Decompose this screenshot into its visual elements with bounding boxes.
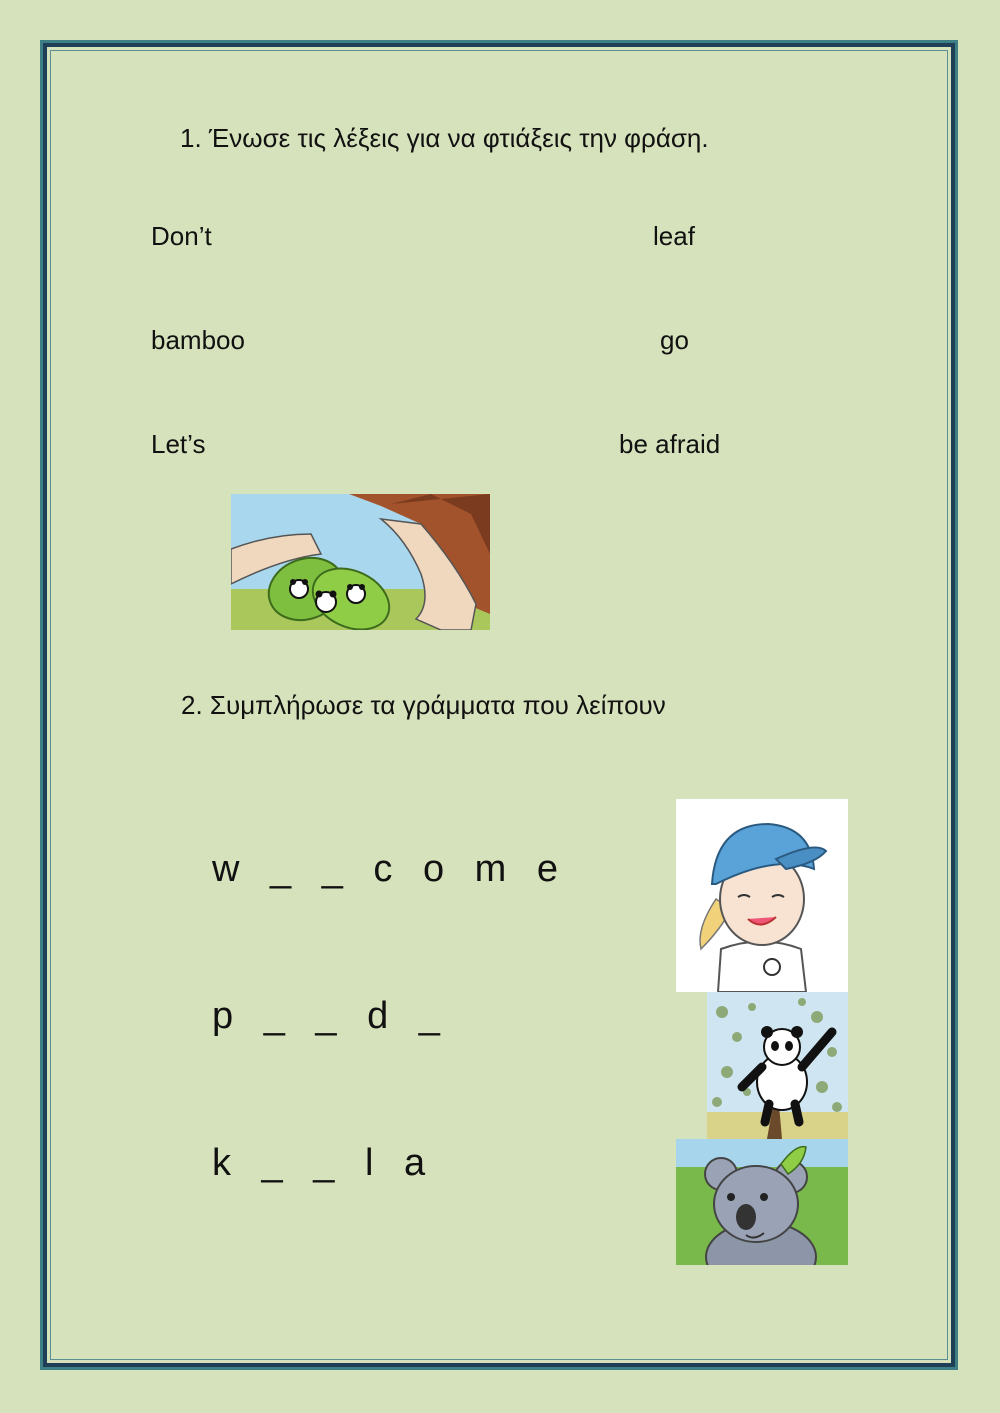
fill-word-panda[interactable]: p _ _ d _ — [212, 995, 450, 1037]
exercise-1-title: 1. Ένωσε τις λέξεις για να φτιάξεις την φράση. — [180, 123, 709, 153]
exercise-2-title: 2. Συμπλήρωσε τα γράμματα που λείπουν — [181, 690, 666, 720]
left-word-lets[interactable]: Let’s — [151, 429, 206, 459]
fill-word-koala[interactable]: k _ _ l a — [212, 1142, 436, 1184]
right-word-leaf[interactable]: leaf — [653, 221, 695, 251]
right-word-go[interactable]: go — [660, 325, 689, 355]
leaf-panda-illustration — [231, 494, 490, 630]
fill-word-welcome[interactable]: w _ _ c o m e — [212, 848, 568, 890]
panda-tree-illustration — [707, 992, 848, 1139]
girl-cap-illustration — [676, 799, 848, 992]
right-word-be-afraid[interactable]: be afraid — [619, 429, 721, 459]
left-word-dont[interactable]: Don’t — [151, 221, 212, 251]
koala-illustration — [676, 1139, 848, 1265]
left-word-bamboo[interactable]: bamboo — [151, 325, 245, 355]
